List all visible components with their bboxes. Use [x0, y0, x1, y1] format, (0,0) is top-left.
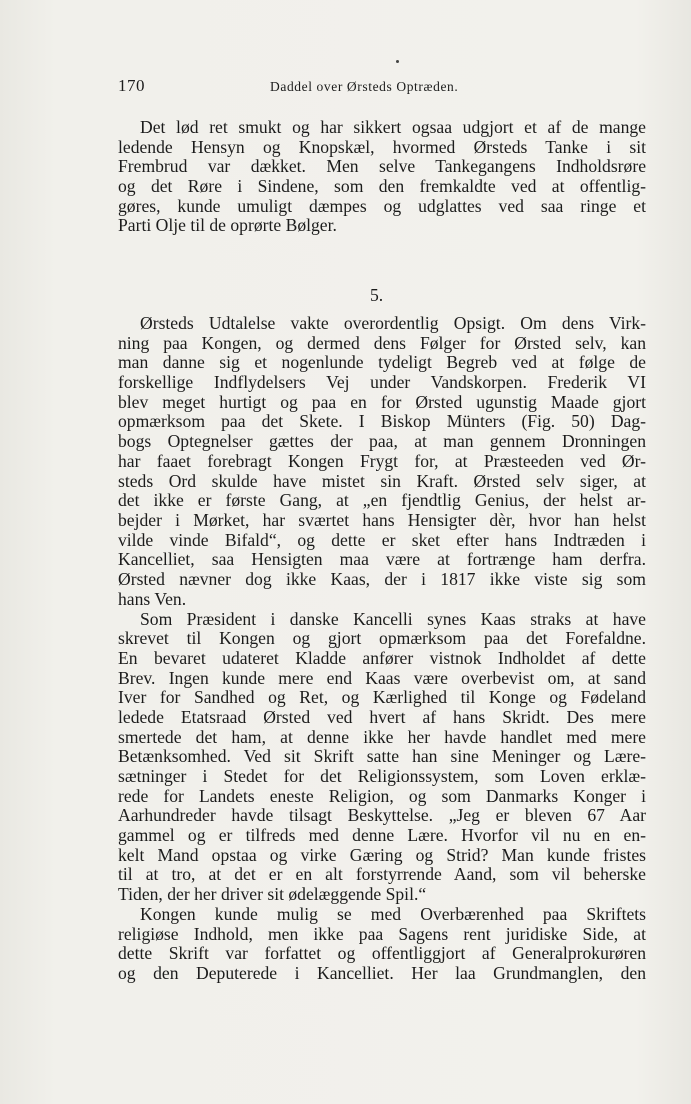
text-line: vilde vinde Bifald“, og dette er sket efter hans Indtræden i	[118, 530, 646, 550]
text-line: ning paa Kongen, og dermed dens Følger for Ørsted selv, kan	[118, 333, 646, 353]
paragraph-3	[118, 610, 646, 905]
text-line: religiøse Indhold, men ikke paa Sagens rent juridiske Side, at	[118, 924, 646, 944]
text-line: opmærksom paa det Skete. I Biskop Münters (Fig. 50) Dag-	[118, 412, 646, 432]
text-line: sætninger i Stedet for det Religionssystem, som Loven erklæ-	[118, 767, 646, 786]
text-line: rede for Landets eneste Religion, og som Danmarks Konger i	[118, 786, 646, 806]
text-line: Tiden, der her driver sit ødelæggende Spil.“	[118, 885, 427, 905]
text-line: bogs Optegnelser gættes der paa, at man gennem Dronningen	[118, 432, 646, 452]
text-line: det ikke er første Gang, at „en fjendtlig Genius, der helst ar-	[118, 491, 646, 511]
text-line: dette Skrift var forfattet og offentliggjort af Generalprokurøren	[118, 944, 646, 964]
text-line: skrevet til Kongen og gjort opmærksom paa det Forefaldne.	[118, 629, 646, 649]
text-line: Brev. Ingen kunde mere end Kaas være overbevist om, at sand	[118, 668, 646, 688]
paragraph-1	[118, 118, 646, 236]
text-line: Kancelliet, saa Hensigten maa være at fortrænge ham derfra.	[118, 550, 646, 570]
text-line: gammel og er tilfreds med denne Lære. Hvorfor vil nu en en-	[118, 826, 646, 846]
page-header	[118, 76, 646, 100]
paragraph-4	[118, 905, 646, 984]
text-line: steds Ord skulde have mistet sin Kraft. Ørsted selv siger, at	[118, 471, 646, 491]
text-line: En bevaret udateret Kladde anfører vistnok Indholdet af dette	[118, 648, 646, 668]
text-line: Ørsteds Udtalelse vakte overordentlig Opsigt. Om dens Virk-	[140, 314, 646, 333]
text-line: forskellige Indflydelsers Vej under Vandskorpen. Frederik VI	[118, 373, 646, 393]
text-line: Betænksomhed. Ved sit Skrift satte han sine Meninger og Lære-	[118, 747, 646, 767]
text-line: bejder i Mørket, har sværtet hans Hensigter dèr, hvor han helst	[118, 510, 646, 530]
text-line: Aarhundreder havde tilsagt Beskyttelse. „Jeg er bleven 67 Aar	[118, 806, 646, 826]
text-line: man danne sig et nogenlunde tydeligt Begreb ved at følge de	[118, 353, 646, 373]
text-line: og den Deputerede i Kancelliet. Her laa Grundmanglen, den	[118, 964, 646, 984]
text-line: ledede Etatsraad Ørsted ved hvert af hans Skridt. Des mere	[118, 707, 646, 727]
text-line: Parti Olje til de oprørte Bølger.	[118, 216, 337, 236]
text-line: Det lød ret smukt og har sikkert ogsaa udgjort et af de mange	[140, 118, 646, 137]
running-title: Daddel over Ørsteds Optræden.	[270, 79, 459, 94]
text-line: til at tro, at det er en alt forstyrrende Aand, som vil beherske	[118, 865, 646, 885]
text-line: Som Præsident i danske Kancelli synes Kaas straks at have	[140, 609, 646, 629]
text-line: smertede det ham, at denne ikke her havde handlet med mere	[118, 727, 646, 747]
text-line: kelt Mand opstaa og virke Gæring og Strid? Man kunde fristes	[118, 845, 646, 865]
text-line: gøres, kunde umuligt dæmpes og udglattes ved saa ringe et	[118, 196, 646, 216]
page-number: 170	[118, 76, 145, 95]
text-line: ledende Hensyn og Knopskæl, hvormed Ørsteds Tanke i sit	[118, 137, 646, 157]
text-line: Ørsted nævner dog ikke Kaas, der i 1817 ikke viste sig som	[118, 569, 646, 589]
text-line: har faaet forebragt Kongen Frygt for, at Præsteeden ved Ør-	[118, 451, 646, 471]
ink-speck	[396, 60, 399, 63]
paragraph-2	[118, 314, 646, 609]
text-line: blev meget hurtigt og paa en for Ørsted ugunstig Maade gjort	[118, 392, 646, 412]
text-line: Iver for Sandhed og Ret, og Kærlighed til Konge og Fødeland	[118, 688, 646, 708]
text-line: Frembrud var dækket. Men selve Tankegangens Indholdsrøre	[118, 157, 646, 177]
text-line: Kongen kunde mulig se med Overbærenhed paa Skriftets	[140, 905, 646, 924]
text-line: hans Ven.	[118, 589, 187, 609]
section-number: 5.	[370, 285, 384, 305]
text-line: og det Røre i Sindene, som den fremkaldte ved at offentlig-	[118, 177, 646, 197]
